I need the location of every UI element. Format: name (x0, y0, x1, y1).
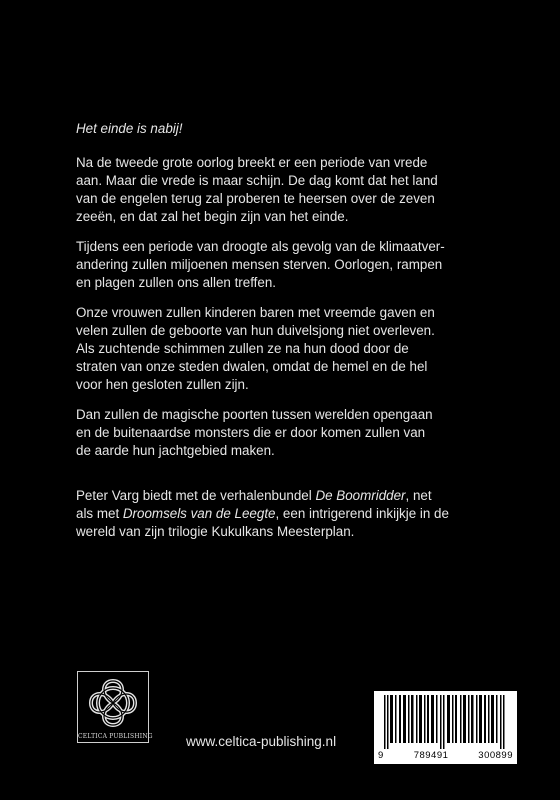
paragraph-line: aan. Maar die vrede is maar schijn. De dag komt dat het land (76, 173, 438, 188)
paragraph-line: Onze vrouwen zullen kinderen baren met vreemde gaven en (76, 305, 435, 320)
paragraph-line: en plagen zullen ons allen treffen. (76, 275, 277, 290)
isbn-digit-group: 300899 (478, 750, 513, 761)
paragraph-line: Als zuchtende schimmen zullen ze na hun dood door de (76, 341, 409, 356)
paragraph-line: en de buitenaardse monsters die er door komen zullen van (76, 425, 426, 440)
isbn-digit-group: 9 (378, 750, 384, 761)
blurb-paragraph-1 (76, 154, 516, 226)
paragraph-line: zeeën, en dat zal het begin zijn van het einde. (76, 209, 349, 224)
publisher-website: www.celtica-publishing.nl (186, 734, 337, 749)
isbn-digit-group: 789491 (413, 750, 449, 761)
paragraph-line: Dan zullen de magische poorten tussen werelden opengaan (76, 407, 433, 422)
publisher-name: CELTICA PUBLISHING (78, 733, 153, 740)
text-run: Peter Varg biedt met de verhalenbundel (76, 488, 316, 503)
blurb-paragraph-3 (76, 304, 516, 394)
blurb-paragraph-4 (76, 406, 516, 460)
paragraph-line: van de engelen terug zal proberen te heersen over de zeven (76, 191, 435, 206)
paragraph-line (76, 505, 516, 523)
blurb-paragraph-2 (76, 238, 516, 292)
author-blurb (76, 487, 516, 541)
text-run: , net (405, 488, 432, 503)
celtic-knot-icon (85, 675, 141, 731)
paragraph-line: Tijdens een periode van droogte als gevolg van de klimaatver- (76, 239, 445, 254)
book-title-droomsels: Droomsels van de Leegte (122, 506, 276, 521)
paragraph-line: wereld van zijn trilogie Kukulkans Meesterplan. (76, 524, 355, 539)
paragraph-line (76, 487, 516, 505)
text-run: als met (76, 506, 123, 521)
paragraph-line: voor hen gesloten zullen zijn. (76, 377, 249, 392)
paragraph-line: velen zullen de geboorte van hun duivelsjong niet overleven. (76, 323, 435, 338)
book-title-de-boomridder: De Boomridder (315, 488, 406, 503)
paragraph-line: andering zullen miljoenen mensen sterven. Oorlogen, rampen (76, 257, 443, 272)
paragraph-line: straten van onze steden dwalen, omdat de hemel en de hel (76, 359, 428, 374)
isbn-barcode (374, 691, 517, 764)
back-cover-heading: Het einde is nabij! (76, 121, 183, 136)
publisher-logo (77, 671, 153, 743)
isbn-digits (378, 750, 513, 761)
barcode-bars-icon (384, 695, 508, 749)
paragraph-line: Na de tweede grote oorlog breekt er een periode van vrede (76, 155, 428, 170)
paragraph-line: de aarde hun jachtgebied maken. (76, 443, 275, 458)
text-run: , een intrigerend inkijkje in de (275, 506, 449, 521)
